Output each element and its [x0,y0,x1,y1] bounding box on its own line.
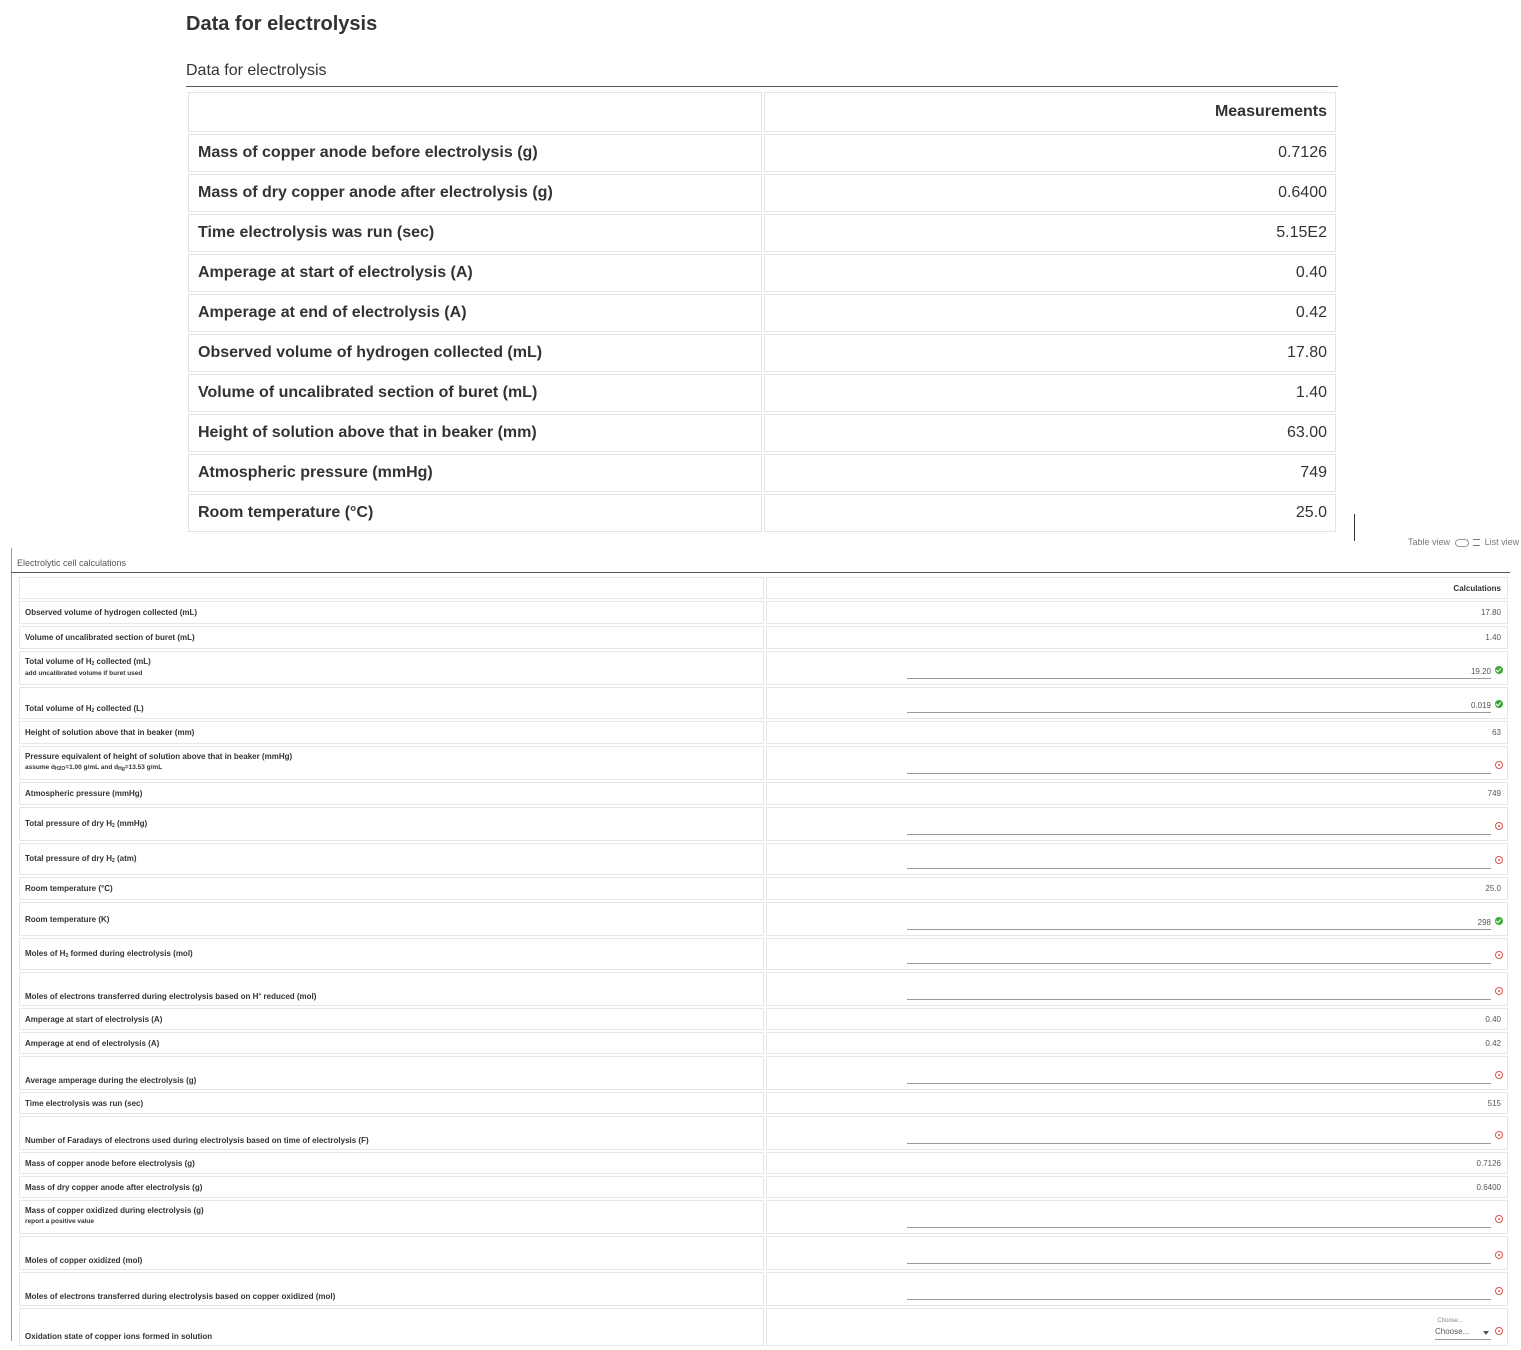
label-text: collected (L) [94,704,144,713]
calculations-table [17,575,1510,1348]
list-view-label[interactable]: List view [1484,537,1520,547]
table-row [19,687,1508,719]
incorrect-icon [1495,1327,1503,1335]
row-value: 25.0 [766,877,1508,900]
incorrect-icon [1495,1131,1503,1139]
row-label: Room temperature (°C) [19,877,764,900]
label-text: (atm) [114,854,137,863]
view-toggle[interactable] [1400,537,1520,555]
table-row [19,843,1508,875]
table-row [188,294,1336,332]
row-label: Volume of uncalibrated section of buret (mL) [188,374,762,412]
incorrect-icon [1495,987,1503,995]
row-hint [25,764,758,772]
answer-input[interactable]: 298 [907,916,1491,930]
table-row [19,877,1508,900]
row-label [19,746,764,780]
label-text: Total pressure of dry H [25,854,112,863]
answer-input[interactable] [907,1250,1491,1264]
table-row [19,1032,1508,1054]
incorrect-icon [1495,1071,1503,1079]
hint-text: assume d [25,764,55,771]
answer-input[interactable] [907,1070,1491,1084]
row-label: Mass of copper anode before electrolysis (g) [188,134,762,172]
label-text: Total volume of H [25,704,92,713]
empty-header-cell [188,92,762,132]
text-cursor [1354,514,1355,541]
table-row [188,334,1336,372]
row-value: 0.42 [764,294,1336,332]
table-view-label[interactable]: Table view [1408,537,1451,547]
row-value: 749 [764,454,1336,492]
table-row [188,214,1336,252]
table-row [19,1056,1508,1090]
row-label: Time electrolysis was run (sec) [188,214,762,252]
row-value: 0.6400 [766,1176,1508,1198]
row-value: 0.7126 [764,134,1336,172]
row-value: 0.40 [764,254,1336,292]
table-row [19,938,1508,970]
label-subscript: 2 [91,661,95,667]
answer-cell [766,938,1508,970]
label-subscript: 2 [111,858,115,864]
left-divider [11,548,12,1341]
row-label: Height of solution above that in beaker (mm) [19,721,764,744]
table-row [19,1152,1508,1174]
row-label [19,1200,764,1234]
answer-input[interactable] [907,1130,1491,1144]
row-label: Atmospheric pressure (mmHg) [188,454,762,492]
hint-sub: O [61,766,66,772]
table-row [188,414,1336,452]
hint-text: =1.00 g/mL and d [65,764,119,771]
answer-cell [766,843,1508,875]
select-value: Choose... [1435,1327,1470,1336]
table-row [19,1116,1508,1150]
measurements-caption: Data for electrolysis [186,62,327,79]
row-label: Mass of dry copper anode after electrolysis (g) [188,174,762,212]
hint-text: =13.53 g/mL [124,764,163,771]
row-label [19,687,764,719]
label-text: (mmHg) [114,819,148,828]
table-row [19,1176,1508,1198]
label-text: formed during electrolysis (mol) [68,949,193,958]
table-row [188,254,1336,292]
row-value: 1.40 [766,626,1508,649]
incorrect-icon [1495,1287,1503,1295]
table-header-row [188,92,1336,132]
incorrect-icon [1495,856,1503,864]
check-icon [1495,917,1503,925]
row-label: Average amperage during the electrolysis (g) [19,1056,764,1090]
hint-sub: H [55,766,59,772]
row-label [19,843,764,875]
row-label [19,938,764,970]
answer-cell [766,1308,1508,1346]
table-row [19,721,1508,744]
answer-input[interactable] [907,1214,1491,1228]
incorrect-icon [1495,822,1503,830]
answer-cell [766,651,1508,685]
table-row [188,174,1336,212]
row-label: Amperage at end of electrolysis (A) [19,1032,764,1054]
row-value: 63.00 [764,414,1336,452]
row-label: Amperage at start of electrolysis (A) [188,254,762,292]
answer-input[interactable]: 0.019 [907,699,1491,713]
check-icon [1495,666,1503,674]
row-label: Amperage at end of electrolysis (A) [188,294,762,332]
table-row [19,1236,1508,1270]
answer-input[interactable]: 19.20 [907,665,1491,679]
answer-cell [766,687,1508,719]
label-text: Moles of H [25,949,66,958]
row-label: Height of solution above that in beaker (mm) [188,414,762,452]
row-label [19,807,764,841]
table-header-row [19,577,1508,599]
incorrect-icon [1495,951,1503,959]
label-text: reduced (mol) [261,992,317,1001]
row-label [19,651,764,685]
label-text: collected (mL) [94,657,151,666]
calculations-divider [11,572,1510,573]
hint-subscript [55,766,65,772]
answer-input[interactable] [907,1286,1491,1300]
row-label [19,972,764,1006]
answer-cell [766,972,1508,1006]
row-hint: report a positive value [25,1218,94,1225]
incorrect-icon [1495,761,1503,769]
row-value: 0.7126 [766,1152,1508,1174]
answer-input[interactable] [907,855,1491,869]
table-row [19,651,1508,685]
answer-cell [766,1116,1508,1150]
row-value: 17.80 [766,601,1508,624]
row-value: 1.40 [764,374,1336,412]
table-row [188,134,1336,172]
row-label: Observed volume of hydrogen collected (mL) [188,334,762,372]
hint-subscript: Hg [118,766,125,772]
answer-input[interactable] [907,821,1491,835]
answer-input[interactable] [907,760,1491,774]
measurements-table [186,90,1338,534]
row-hint: add uncalibrated volume if buret used [25,670,143,677]
row-value: 63 [766,721,1508,744]
label-text: Total volume of H [25,657,92,666]
table-row [19,626,1508,649]
label-text: Total pressure of dry H [25,819,112,828]
answer-cell [766,1272,1508,1306]
answer-cell [766,902,1508,936]
table-row [19,746,1508,780]
row-label: Room temperature (°C) [188,494,762,532]
view-toggle-switch-icon[interactable] [1455,539,1469,547]
table-row [19,1092,1508,1114]
row-label: Mass of copper anode before electrolysis (g) [19,1152,764,1174]
answer-cell [766,1056,1508,1090]
table-row [19,1272,1508,1306]
row-label: Number of Faradays of electrons used during electrolysis based on time of electrolysis (F) [19,1116,764,1150]
answer-cell [766,1200,1508,1234]
row-label: Volume of uncalibrated section of buret (mL) [19,626,764,649]
label-subscript: 2 [91,708,95,714]
list-view-icon [1473,539,1480,546]
measurements-header: Measurements [764,92,1336,132]
row-label: Time electrolysis was run (sec) [19,1092,764,1114]
answer-input[interactable] [907,986,1491,1000]
table-row [19,1008,1508,1030]
table-row [19,782,1508,805]
incorrect-icon [1495,1251,1503,1259]
label-text: Pressure equivalent of height of solution above that in beaker (mmHg) [25,752,293,761]
table-row [188,454,1336,492]
answer-cell [766,1236,1508,1270]
incorrect-icon [1495,1215,1503,1223]
label-subscript: 2 [111,823,115,829]
label-superscript: + [258,992,262,998]
label-text: Mass of copper oxidized during electrolysis (g) [25,1206,204,1215]
table-row [188,374,1336,412]
caption-divider [186,86,1338,87]
row-value: 5.15E2 [764,214,1336,252]
row-label: Mass of dry copper anode after electrolysis (g) [19,1176,764,1198]
answer-cell [766,807,1508,841]
table-row [19,902,1508,936]
row-value: 0.6400 [764,174,1336,212]
label-subscript: 2 [65,953,69,959]
table-row [188,494,1336,532]
calculations-caption: Electrolytic cell calculations [17,558,127,568]
row-value: 25.0 [764,494,1336,532]
row-value: 17.80 [764,334,1336,372]
check-icon [1495,700,1503,708]
page-title: Data for electrolysis [186,13,378,35]
calculations-header: Calculations [766,577,1508,599]
row-label: Moles of electrons transferred during electrolysis based on copper oxidized (mol) [19,1272,764,1306]
row-label: Room temperature (K) [19,902,764,936]
table-row [19,1308,1508,1346]
row-value: 749 [766,782,1508,805]
caret-down-icon [1483,1331,1489,1335]
answer-cell [766,746,1508,780]
select-floating-label: Choose... [1437,1318,1463,1324]
table-row [19,807,1508,841]
hint-sub: 2 [58,766,62,772]
table-row [19,601,1508,624]
table-row [19,1200,1508,1234]
row-value: 0.40 [766,1008,1508,1030]
empty-header-cell [19,577,764,599]
row-label: Amperage at start of electrolysis (A) [19,1008,764,1030]
answer-input[interactable] [907,950,1491,964]
row-label: Moles of copper oxidized (mol) [19,1236,764,1270]
row-value: 0.42 [766,1032,1508,1054]
row-value: 515 [766,1092,1508,1114]
oxidation-state-select[interactable] [1435,1325,1491,1340]
row-label: Oxidation state of copper ions formed in solution [19,1308,764,1346]
row-label: Atmospheric pressure (mmHg) [19,782,764,805]
row-label: Observed volume of hydrogen collected (mL) [19,601,764,624]
label-text: Moles of electrons transferred during electrolysis based on H [25,992,259,1001]
table-row [19,972,1508,1006]
